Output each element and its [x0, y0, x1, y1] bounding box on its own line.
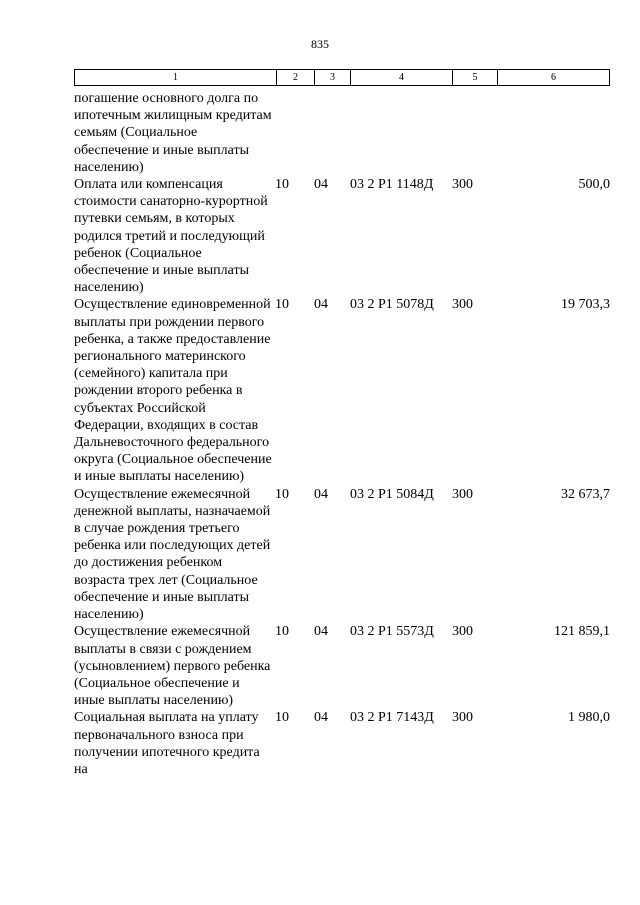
row-subsection: 04: [314, 297, 328, 313]
row-amount: 121 859,1: [554, 624, 610, 640]
table-row: [74, 486, 610, 624]
row-subsection: 04: [314, 710, 328, 726]
row-expense-type: 300: [452, 177, 473, 193]
row-amount: 1 980,0: [568, 710, 610, 726]
row-target-code: 03 2 P1 5078Д: [350, 297, 434, 313]
row-section: 10: [275, 177, 289, 193]
header-col-4: 4: [350, 70, 452, 85]
row-expense-type: 300: [452, 486, 473, 502]
row-amount: 32 673,7: [561, 486, 610, 502]
header-col-1: 1: [173, 72, 178, 83]
row-amount: 19 703,3: [561, 297, 610, 313]
row-target-code: 03 2 P1 7143Д: [350, 710, 434, 726]
row-expense-type: 300: [452, 297, 473, 313]
row-section: 10: [275, 297, 289, 313]
row-subsection: 04: [314, 624, 328, 640]
row-target-code: 03 2 P1 5573Д: [350, 624, 434, 640]
table-row: [74, 623, 610, 709]
table-body: [74, 90, 610, 778]
row-section: 10: [275, 486, 289, 502]
table-row: [74, 176, 610, 296]
header-col-6: 6: [497, 70, 609, 85]
row-section: 10: [275, 624, 289, 640]
header-col-3: 3: [314, 70, 350, 85]
row-section: 10: [275, 710, 289, 726]
row-target-code: 03 2 P1 5084Д: [350, 486, 434, 502]
header-col-5: 5: [452, 70, 497, 85]
row-name: Осуществление ежемесячной выплаты в связи с рождением (усыновлением) первого ребенка (Социальное обеспечение и иные выплаты населению): [74, 624, 271, 709]
page-number: 835: [311, 37, 329, 51]
table-row: [74, 296, 610, 485]
row-subsection: 04: [314, 177, 328, 193]
row-name: Осуществление единовременной выплаты при рождении первого ребенка, а также предоставление регионального материнского (семейного) капитала при рождении второго ребенка в субъектах Российской Федерации, входящих в состав Дальневосточного федерального округа (Социальное обеспечение и иные выплаты населению): [74, 297, 272, 485]
table-header: [74, 69, 610, 86]
table-row: [74, 90, 610, 176]
header-col-2: 2: [276, 70, 314, 85]
row-expense-type: 300: [452, 624, 473, 640]
row-name: погашение основного долга по ипотечным жилищным кредитам семьям (Социальное обеспечение и иные выплаты населению): [74, 91, 272, 175]
table-row: [74, 709, 610, 778]
row-name: Оплата или компенсация стоимости санаторно-курортной путевки семьям, в которых родился третий и последующий ребенок (Социальное обеспечение и иные выплаты населению): [74, 177, 268, 296]
row-expense-type: 300: [452, 710, 473, 726]
row-amount: 500,0: [578, 177, 610, 193]
row-name: Социальная выплата на уплату первоначального взноса при получении ипотечного кредита на: [74, 710, 260, 777]
row-target-code: 03 2 P1 1148Д: [350, 177, 434, 193]
row-name: Осуществление ежемесячной денежной выплаты, назначаемой в случае рождения третьего ребенка или последующих детей до достижения ребенком возраста трех лет (Социальное обеспечение и иные выплаты населению): [74, 486, 271, 623]
row-subsection: 04: [314, 486, 328, 502]
